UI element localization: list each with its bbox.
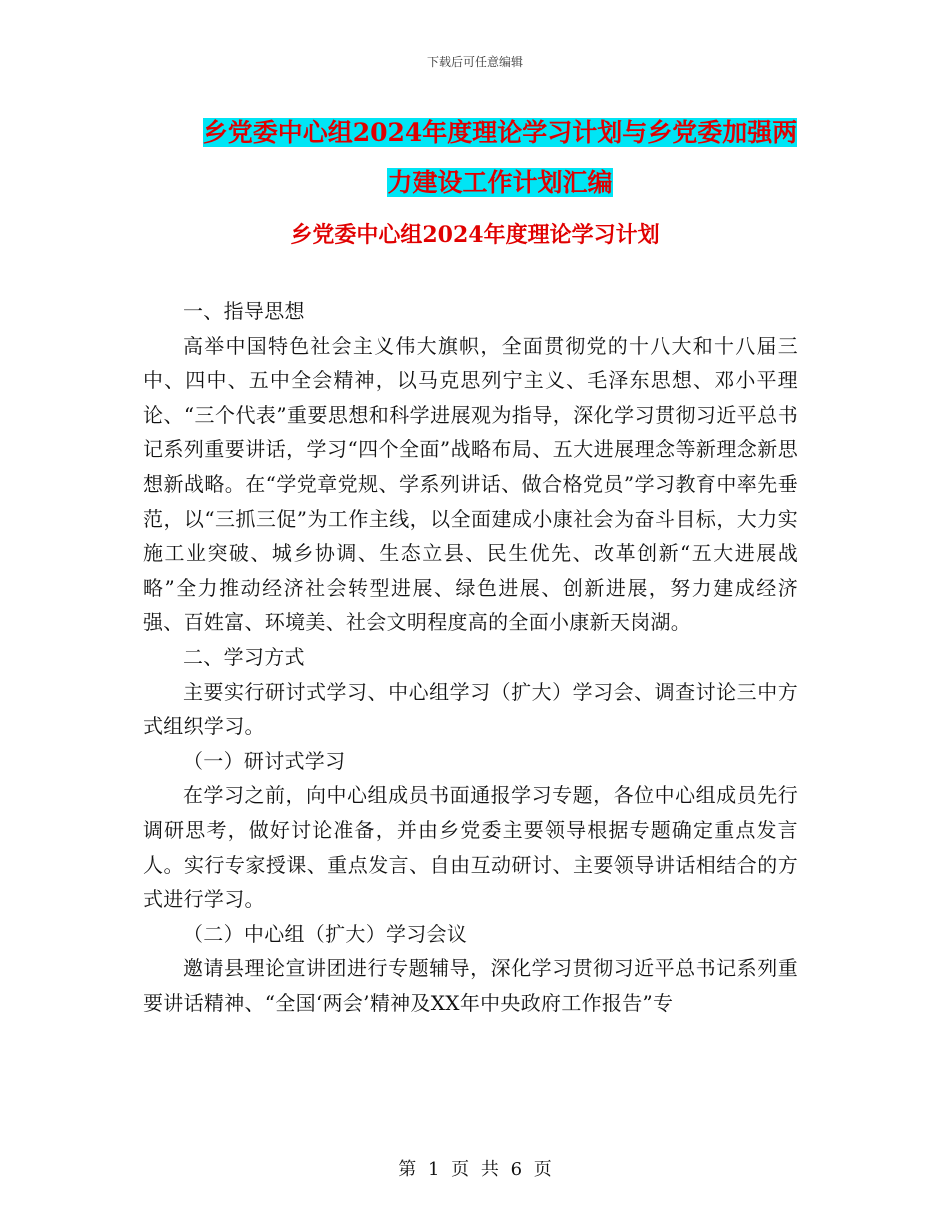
section-title: 乡党委中心组2024年度理论学习计划 [290,222,660,248]
document-title-line-2: 力建设工作计划汇编 [387,168,613,197]
paragraph-guiding-ideology: 高举中国特色社会主义伟大旗帜，全面贯彻党的十八大和十八届三中、四中、五中全会精神，以马克思列宁主义、毛泽东思想、邓小平理论、“三个代表”重要思想和科学进展观为指导，深化学习贯彻习近平总书记系列重要讲话，学习“四个全面”战略布局、五大进展理念等新理念新思想新战略。在“学党章党规、学系列讲话、做合格党员”学习教育中率先垂范，以“三抓三促”为工作主线，以全面建成小康社会为奋斗目标，大力实施工业突破、城乡协调、生态立县、民生优先、改革创新“五大进展战略”全力推动经济社会转型进展、绿色进展、创新进展，努力建成经济强、百姓富、环境美、社会文明程度高的全面小康新天岗湖。 [143,333,798,635]
page-number-footer: 第 1 页 共 6 页 [398,1159,552,1180]
document-body [143,294,798,1020]
heading-group-meeting: （二）中心组（扩大）学习会议 [183,921,468,946]
document-title [150,108,850,208]
paragraph-group-meeting: 邀请县理论宣讲团进行专题辅导，深化学习贯彻习近平总书记系列重要讲话精神、“全国‘两会’精神及XX年中央政府工作报告”专 [143,956,798,1015]
header-note: 下载后可任意编辑 [426,55,523,69]
heading-learning-methods: 二、学习方式 [183,644,305,669]
paragraph-seminar-learning: 在学习之前，向中心组成员书面通报学习专题，各位中心组成员先行调研思考，做好讨论准备，并由乡党委主要领导根据专题确定重点发言人。实行专家授课、重点发言、自由互动研讨、主要领导讲话相结合的方式进行学习。 [143,783,798,912]
heading-seminar-learning: （一）研讨式学习 [183,748,346,773]
document-title-line-1: 乡党委中心组2024年度理论学习计划与乡党委加强两 [202,118,798,147]
heading-guiding-ideology: 一、指导思想 [183,299,305,323]
paragraph-learning-methods: 主要实行研讨式学习、中心组学习（扩大）学习会、调查讨论三中方式组织学习。 [143,679,798,739]
